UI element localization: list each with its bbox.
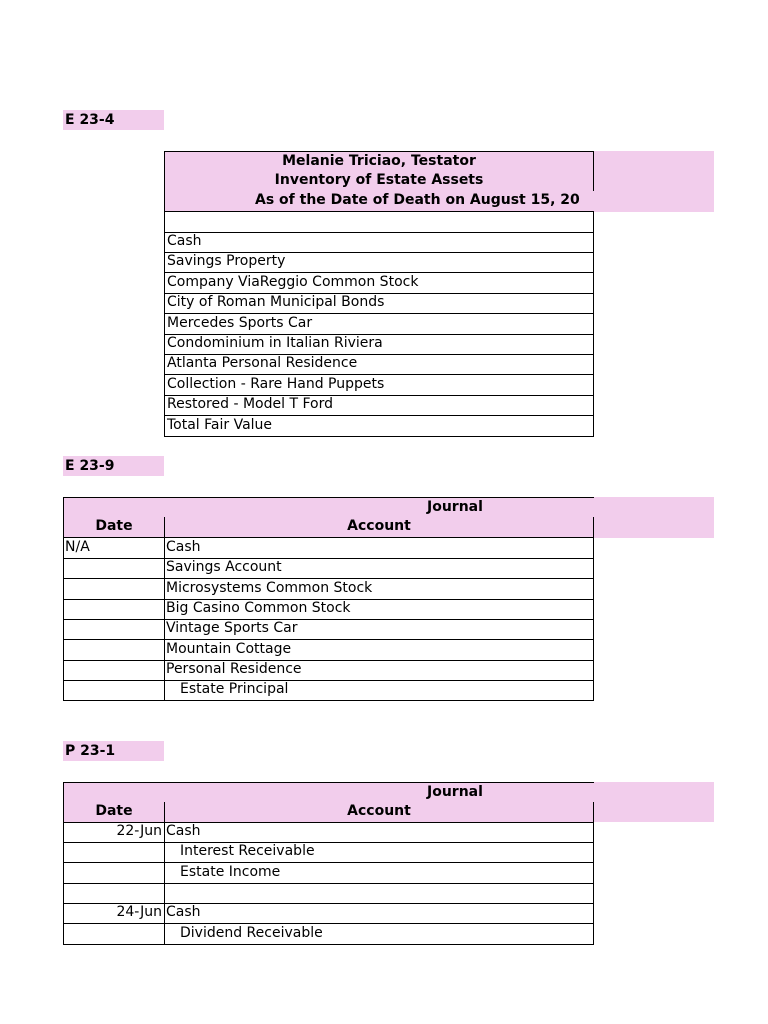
inventory-item[interactable]: Savings Property [164, 252, 594, 273]
journal-title: Journal [63, 497, 594, 518]
journal-account-cell[interactable]: Cash [164, 903, 594, 924]
journal-account-cell[interactable]: Cash [164, 538, 594, 559]
inventory-item[interactable]: Condominium in Italian Riviera [164, 334, 594, 355]
journal-account-cell[interactable]: Mountain Cottage [164, 640, 594, 661]
section-label-p23-1: P 23-1 [63, 741, 164, 761]
journal-account-cell[interactable]: Interest Receivable [164, 842, 594, 863]
journal-account-cell[interactable]: Savings Account [164, 558, 594, 579]
inventory-item[interactable]: City of Roman Municipal Bonds [164, 293, 594, 314]
header-fill-extension [594, 151, 714, 212]
journal-date-cell[interactable]: N/A [63, 538, 165, 559]
journal-date-cell[interactable] [63, 558, 165, 579]
section-label-e23-4: E 23-4 [63, 110, 164, 130]
journal-account-cell[interactable] [164, 883, 594, 904]
journal-account-cell[interactable]: Microsystems Common Stock [164, 579, 594, 600]
journal-account-cell[interactable]: Personal Residence [164, 660, 594, 681]
inventory-item[interactable]: Cash [164, 232, 594, 253]
journal-date-cell[interactable] [63, 883, 165, 904]
inventory-item[interactable]: Atlanta Personal Residence [164, 354, 594, 375]
journal-date-cell[interactable] [63, 579, 165, 600]
journal-title: Journal [63, 782, 594, 803]
inventory-item[interactable]: Company ViaReggio Common Stock [164, 273, 594, 294]
journal-date-cell[interactable] [63, 619, 165, 640]
header-fill-extension [594, 782, 714, 822]
journal-date-cell[interactable] [63, 842, 165, 863]
journal-date-cell[interactable]: 24-Jun [63, 903, 165, 924]
inventory-title-assets: Inventory of Estate Assets [164, 171, 594, 192]
journal-date-cell[interactable] [63, 863, 165, 884]
journal-date-cell[interactable] [63, 640, 165, 661]
inventory-title-testator: Melanie Triciao, Testator [164, 151, 594, 172]
journal-account-cell[interactable]: Cash [164, 822, 594, 843]
journal-account-cell[interactable]: Estate Income [164, 863, 594, 884]
journal-account-cell[interactable]: Big Casino Common Stock [164, 599, 594, 620]
journal-date-cell[interactable] [63, 924, 165, 945]
inventory-item[interactable]: Total Fair Value [164, 416, 594, 437]
inventory-blank-row[interactable] [164, 212, 594, 233]
column-header-date: Date [63, 802, 165, 823]
journal-date-cell[interactable] [63, 599, 165, 620]
section-label-e23-9: E 23-9 [63, 456, 164, 476]
inventory-item[interactable]: Restored - Model T Ford [164, 395, 594, 416]
journal-account-cell[interactable]: Dividend Receivable [164, 924, 594, 945]
inventory-item[interactable]: Mercedes Sports Car [164, 314, 594, 335]
column-header-account: Account [164, 802, 594, 823]
inventory-title-date: As of the Date of Death on August 15, 20 [164, 191, 594, 212]
header-fill-extension [594, 497, 714, 538]
column-header-account: Account [164, 517, 594, 538]
journal-date-cell[interactable] [63, 680, 165, 701]
journal-account-cell[interactable]: Estate Principal [164, 680, 594, 701]
journal-date-cell[interactable] [63, 660, 165, 681]
journal-date-cell[interactable]: 22-Jun [63, 822, 165, 843]
inventory-item[interactable]: Collection - Rare Hand Puppets [164, 375, 594, 396]
column-header-date: Date [63, 517, 165, 538]
journal-account-cell[interactable]: Vintage Sports Car [164, 619, 594, 640]
